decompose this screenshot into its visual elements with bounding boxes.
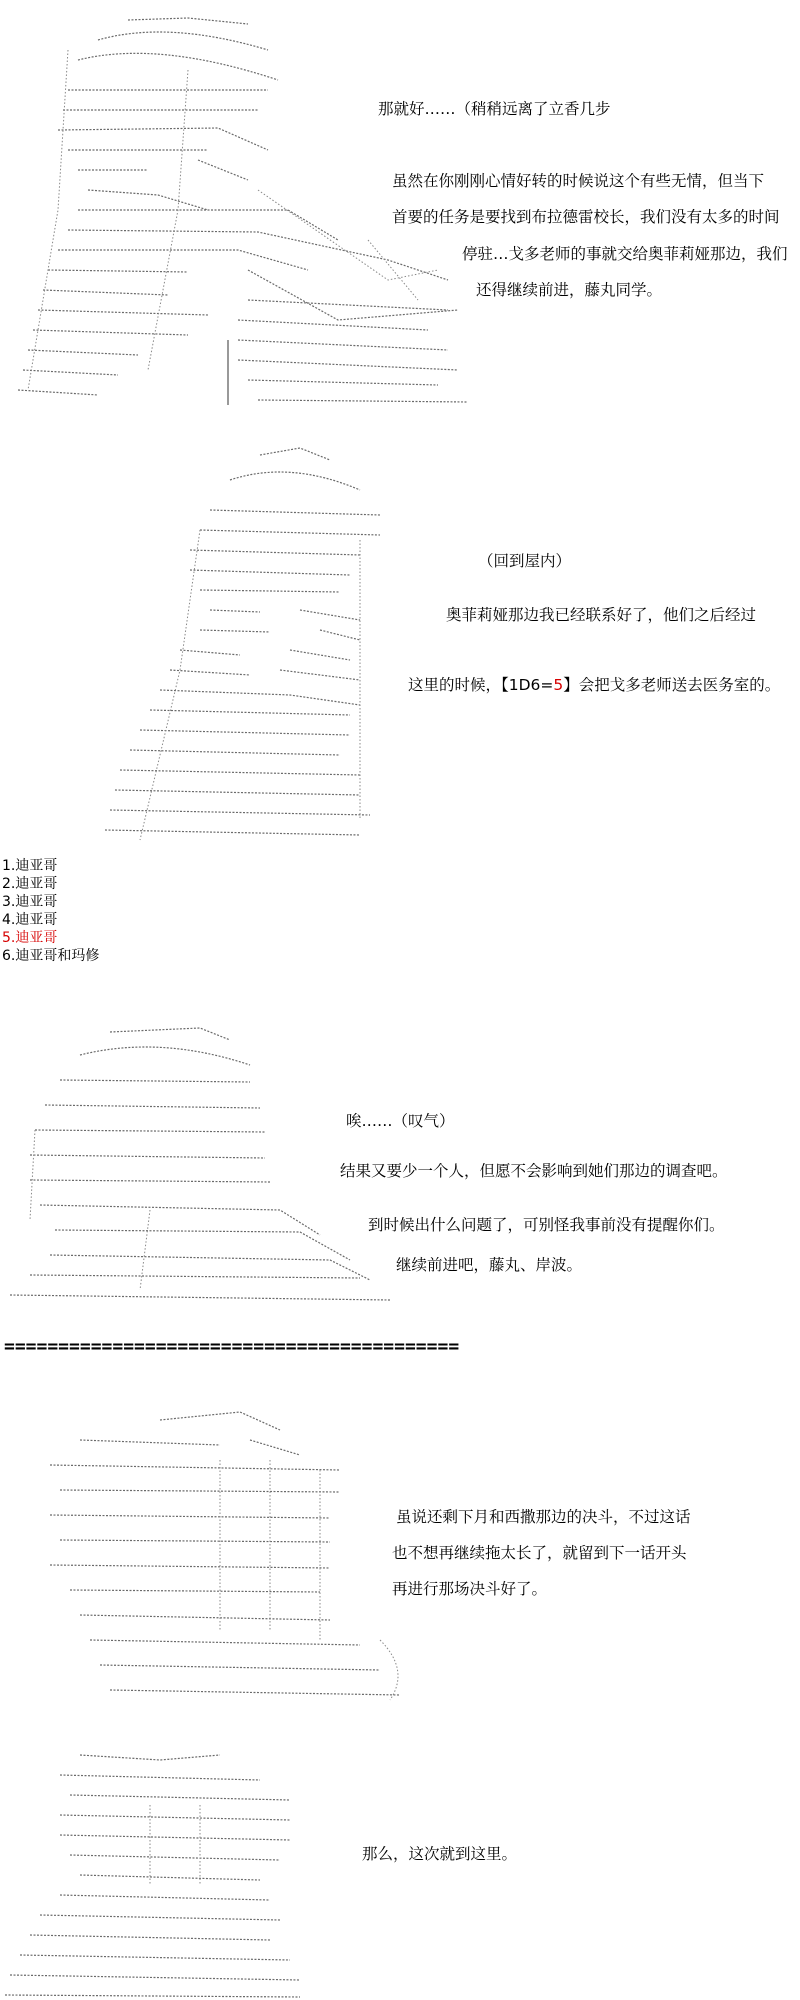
dialogue-line: （回到屋内） xyxy=(478,552,572,570)
dice-option: 2.迪亚哥 xyxy=(2,876,58,892)
panel-4 xyxy=(0,1400,800,1730)
dialogue-line: 继续前进吧，藤丸、岸波。 xyxy=(396,1256,583,1274)
dice-text-before: 这里的时候，【1D6= xyxy=(408,676,554,694)
dice-option-selected: 5.迪亚哥 xyxy=(2,930,58,946)
panel-2 xyxy=(0,440,800,860)
dialogue-line: 奥菲莉娅那边我已经联系好了，他们之后经过 xyxy=(446,606,757,624)
dice-text-after: 】会把戈多老师送去医务室的。 xyxy=(563,676,781,694)
dialogue-line: 结果又要少一个人，但愿不会影响到她们那边的调查吧。 xyxy=(340,1162,728,1180)
panel-5 xyxy=(0,1745,800,2000)
dice-option: 1.迪亚哥 xyxy=(2,858,58,874)
dialogue-line: 首要的任务是要找到布拉德雷校长，我们没有太多的时间 xyxy=(392,208,780,226)
dialogue-line: 那就好……（稍稍远离了立香几步 xyxy=(378,100,611,118)
dice-option: 4.迪亚哥 xyxy=(2,912,58,928)
dialogue-line: 到时候出什么问题了，可别怪我事前没有提醒你们。 xyxy=(368,1216,725,1234)
dialogue-line: 再进行那场决斗好了。 xyxy=(392,1580,548,1598)
dialogue-line: 那么，这次就到这里。 xyxy=(362,1845,518,1863)
dice-result-line xyxy=(408,676,780,694)
section-separator: ========================================== xyxy=(4,1336,460,1357)
dialogue-line: 还得继续前进，藤丸同学。 xyxy=(476,281,663,299)
dice-option-list xyxy=(2,857,99,965)
ascii-art-character-4 xyxy=(20,1400,440,1720)
dialogue-line: 也不想再继续拖太长了，就留到下一话开头 xyxy=(392,1544,687,1562)
dialogue-line: 虽然在你刚刚心情好转的时候说这个有些无情，但当下 xyxy=(392,172,765,190)
dice-option: 6.迪亚哥和玛修 xyxy=(2,948,100,964)
panel-1 xyxy=(0,0,800,420)
dice-result: 5 xyxy=(553,676,564,694)
dialogue-line: 停驻…戈多老师的事就交给奥菲莉娅那边，我们 xyxy=(462,245,788,263)
ascii-art-character-5 xyxy=(0,1745,320,2000)
dialogue-line: 虽说还剩下月和西撒那边的决斗，不过这话 xyxy=(396,1508,691,1526)
panel-3 xyxy=(0,1020,800,1320)
ascii-art-character-2 xyxy=(60,440,380,850)
dialogue-line: 唉……（叹气） xyxy=(346,1112,455,1130)
dice-option: 3.迪亚哥 xyxy=(2,894,58,910)
